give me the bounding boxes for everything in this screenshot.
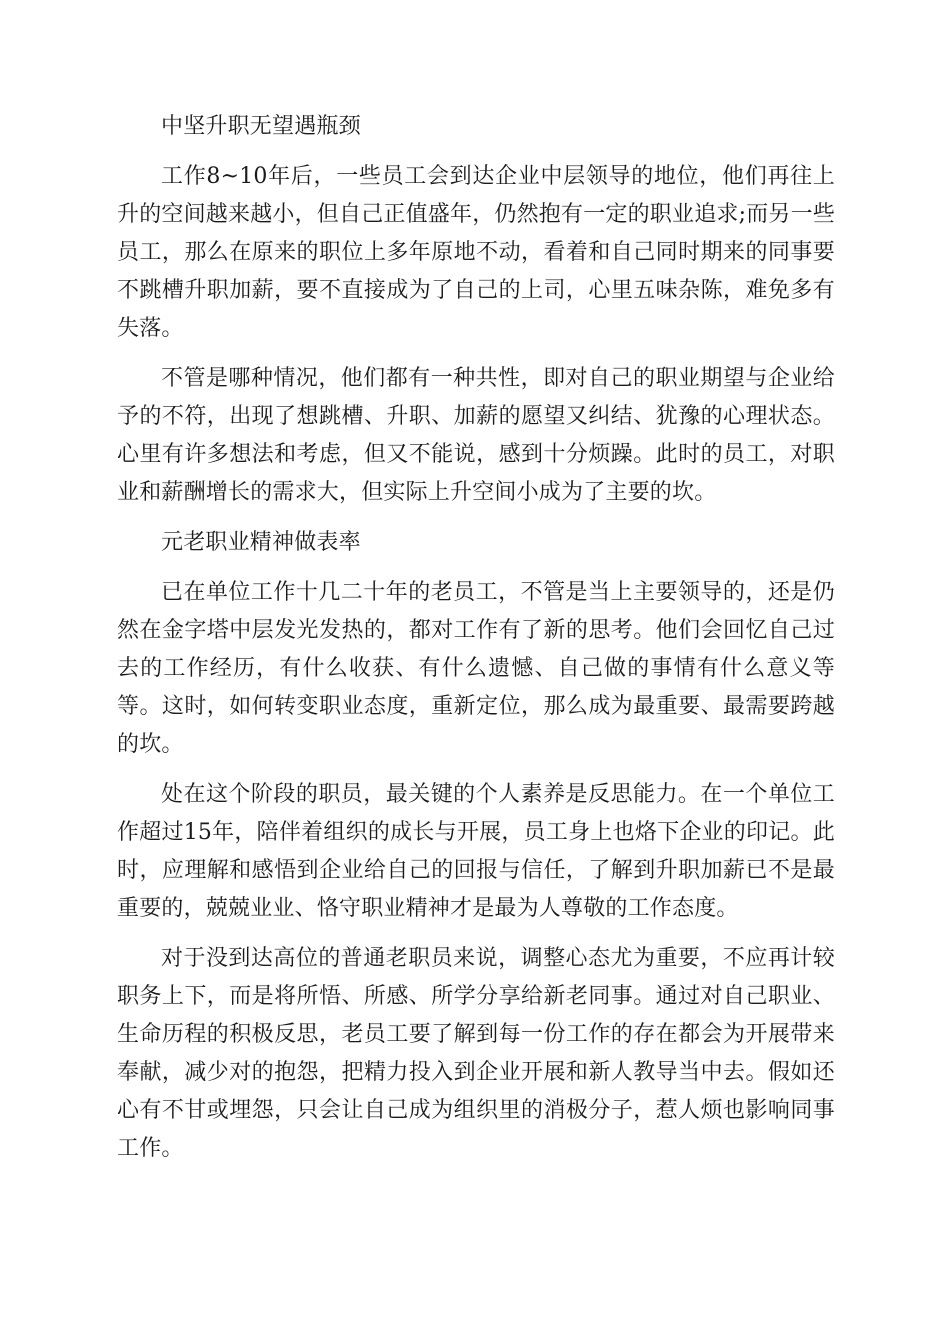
paragraph: 工作8~10年后，一些员工会到达企业中层领导的地位，他们再往上升的空间越来越小，但自己正值盛年，仍然抱有一定的职业追求;而另一些员工，那么在原来的职位上多年原地不动，看着和自己同时期来的同事要不跳槽升职加薪，要不直接成为了自己的上司，心里五味杂陈，难免多有失落。 [117, 164, 836, 341]
document-body [117, 108, 835, 1180]
paragraph: 不管是哪种情况，他们都有一种共性，即对自己的职业期望与企业给予的不符，出现了想跳槽、升职、加薪的愿望又纠结、犹豫的心理状态。心里有许多想法和考虑，但又不能说，感到十分烦躁。此时的员工，对职业和薪酬增长的需求大，但实际上升空间小成为了主要的坎。 [117, 366, 835, 505]
section-heading: 元老职业精神做表率 [161, 530, 361, 555]
paragraph: 对于没到达高位的普通老职员来说，调整心态尤为重要，不应再计较职务上下，而是将所悟、所感、所学分享给新老同事。通过对自己职业、生命历程的积极反思，老员工要了解到每一份工作的存在都会为开展带来奉献，减少对的抱怨，把精力投入到企业开展和新人教导当中去。假如还心有不甘或埋怨，只会让自己成为组织里的消极分子，惹人烦也影响同事工作。 [117, 946, 835, 1161]
section-heading: 中坚升职无望遇瓶颈 [161, 114, 361, 139]
paragraph: 已在单位工作十几二十年的老员工，不管是当上主要领导的，还是仍然在金字塔中层发光发热的，都对工作有了新的思考。他们会回忆自己过去的工作经历，有什么收获、有什么遗憾、自己做的事情有什么意义等等。这时，如何转变职业态度，重新定位，那么成为最重要、最需要跨越的坎。 [117, 580, 835, 757]
paragraph: 处在这个阶段的职员，最关键的个人素养是反思能力。在一个单位工作超过15年，陪伴着组织的成长与开展，员工身上也烙下企业的印记。此时，应理解和感悟到企业给自己的回报与信任，了解到升职加薪已不是最重要的，兢兢业业、恪守职业精神才是最为人尊敬的工作态度。 [117, 782, 835, 921]
